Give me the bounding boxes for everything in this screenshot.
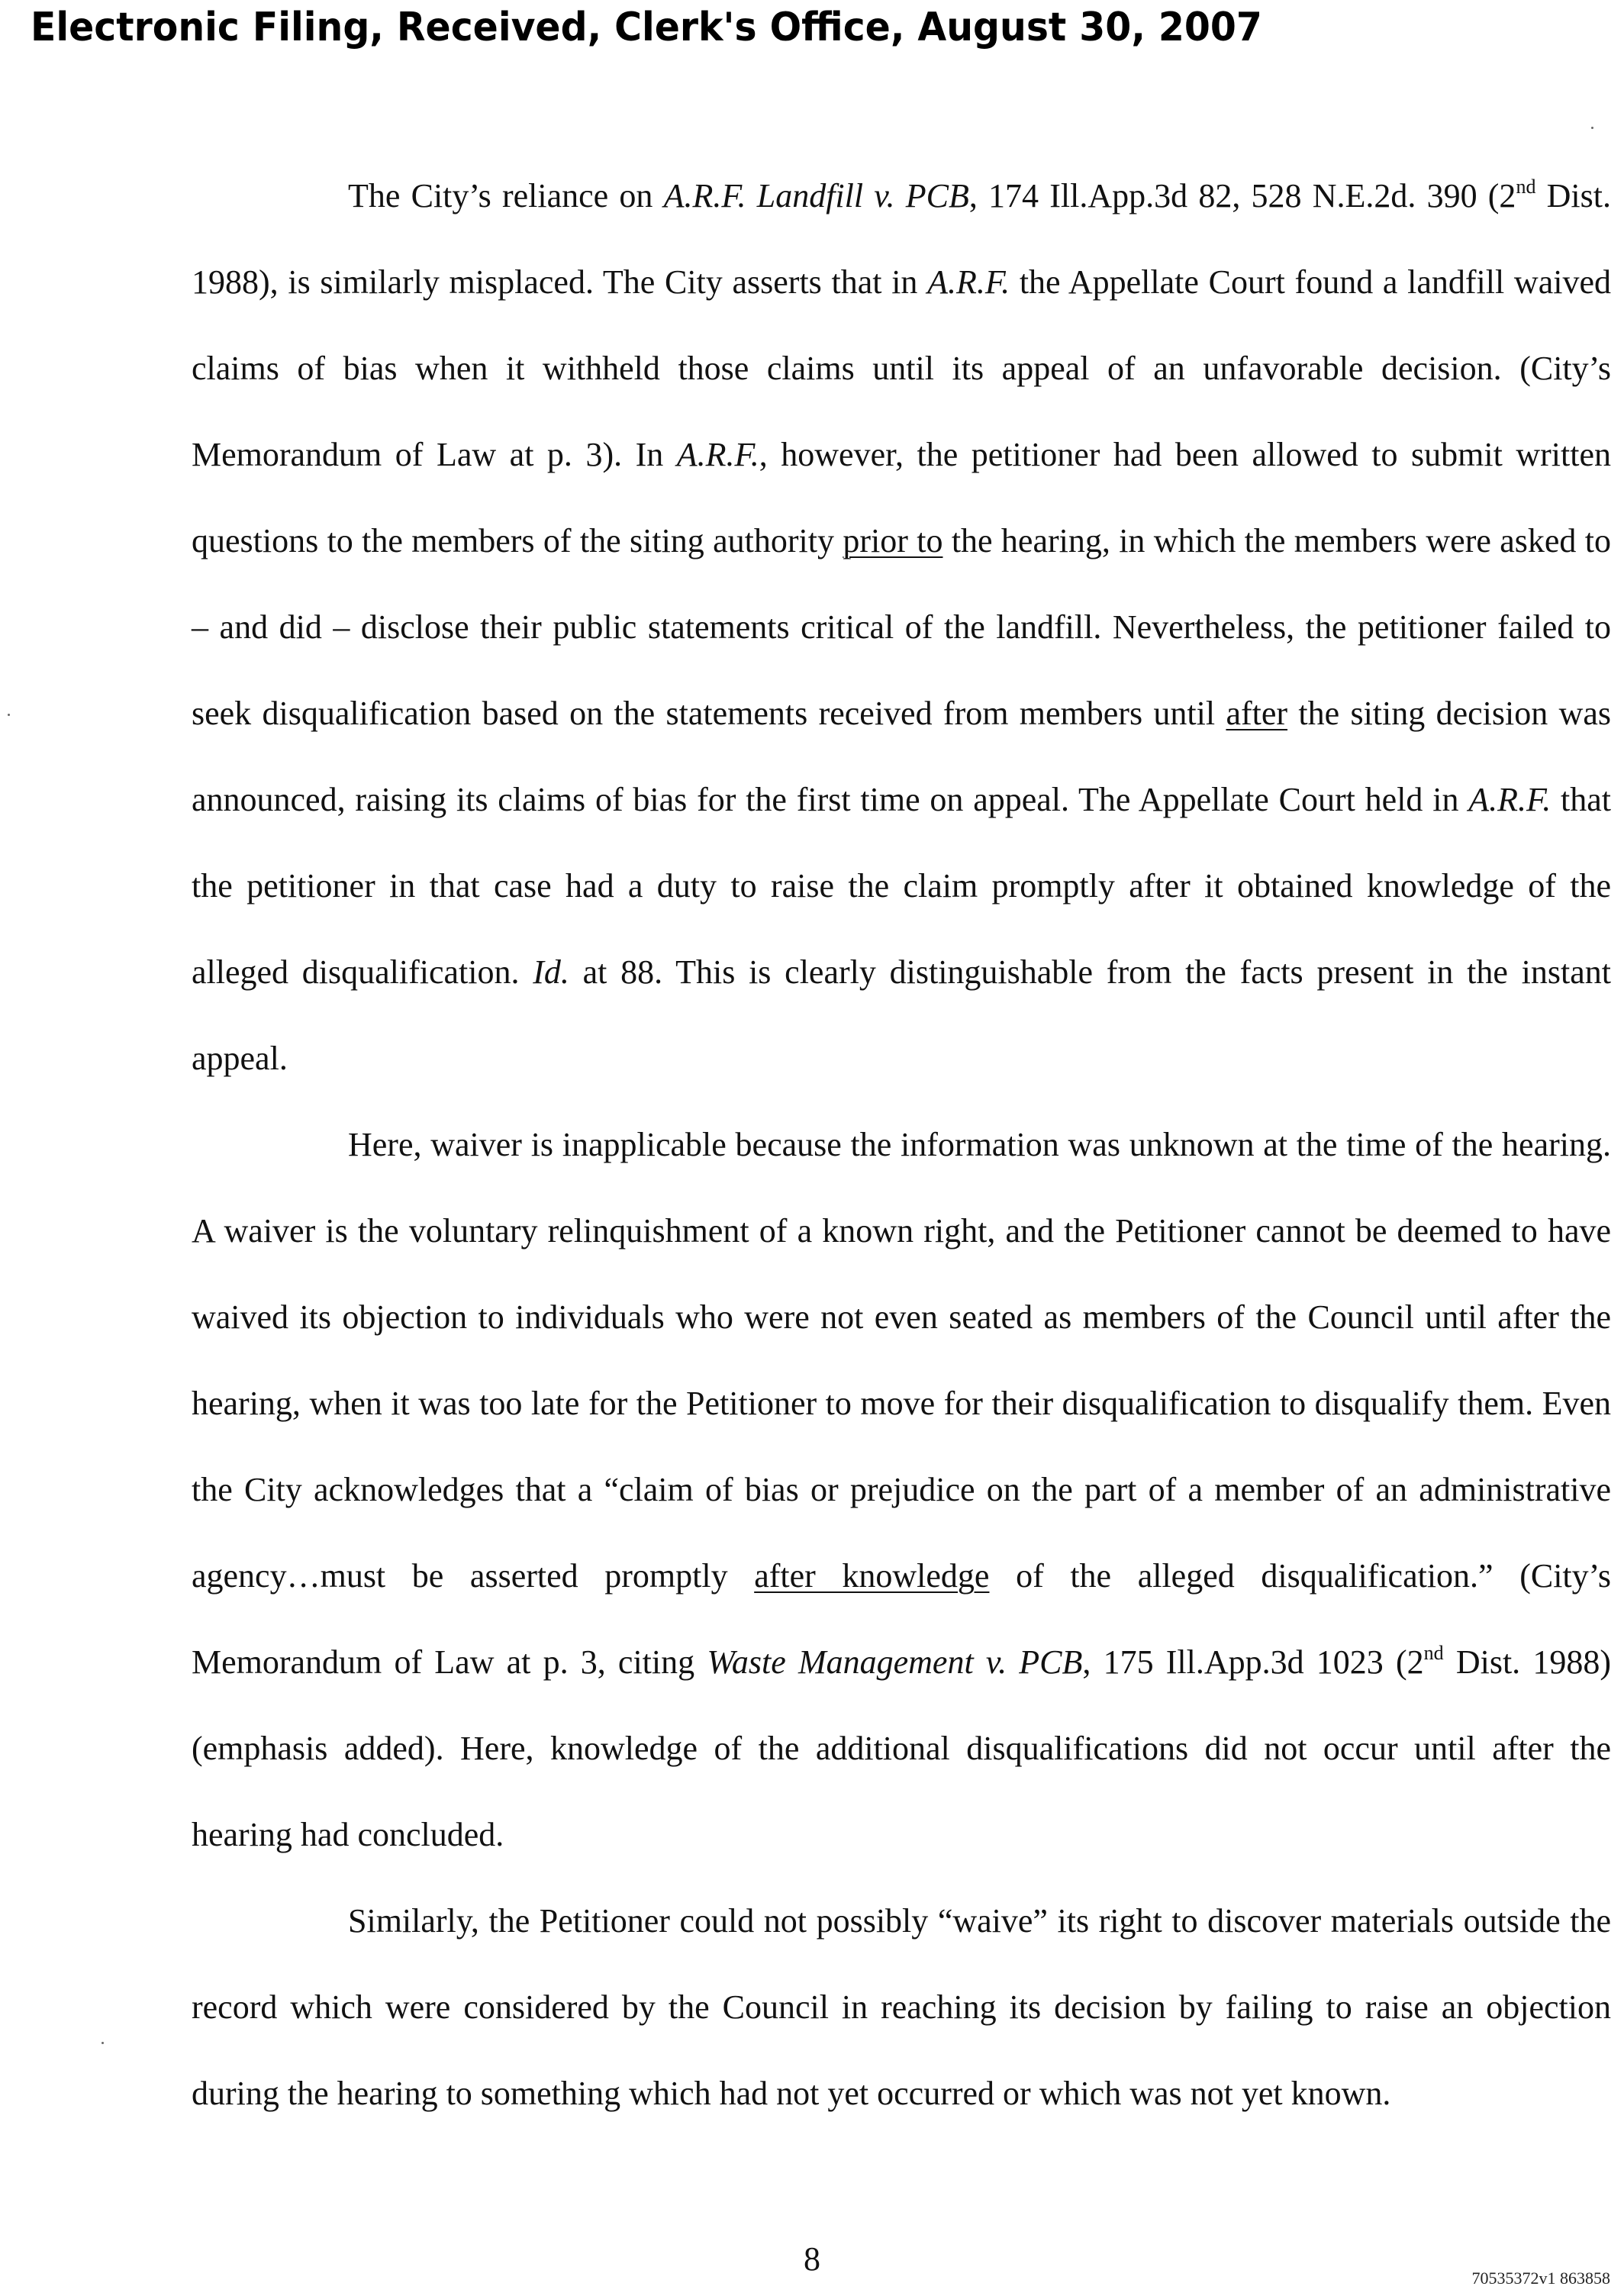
underlined-emphasis: after: [1226, 695, 1288, 732]
text-run: Here, waiver is inapplicable because the information was unknown at the time of the hearing. A waiver is the voluntary relinquishment of a known right, and the Petitioner cannot be deemed to have waived its objection to individuals who were not even seated as members of the Council until after the hearing, when it was too late for the Petitioner to move for their disqualification to disqualify them. Even the City acknowledges that a “claim of bias or prejudice on the part of a member of an administrative agency…must be asserted promptly: [192, 1126, 1611, 1595]
superscript-ordinal: nd: [1516, 176, 1536, 198]
text-run: Dist. 1988), is similarly misplaced. The City asserts that in: [192, 177, 1611, 301]
underlined-emphasis: after knowledge: [754, 1557, 990, 1595]
superscript-ordinal: nd: [1423, 1642, 1444, 1664]
document-id: 70535372v1 863858: [1471, 2269, 1610, 2288]
italic-citation: A.R.F. Landfill v. PCB: [663, 177, 969, 214]
paragraph-waiver-inapplicable: [192, 1101, 1611, 1878]
text-run: , 175 Ill.App.3d 1023 (2: [1082, 1643, 1424, 1681]
paragraph-arf-landfill: [192, 153, 1611, 1101]
italic-citation: Waste Management v. PCB: [707, 1643, 1083, 1681]
italic-citation: A.R.F.: [1468, 781, 1552, 818]
text-run: that the petitioner in that case had a duty to raise the claim promptly after it obtained knowledge of the alleged disqualification.: [192, 781, 1611, 991]
filing-stamp-header: Electronic Filing, Received, Clerk's Office, August 30, 2007: [31, 5, 1262, 50]
italic-citation: A.R.F.: [676, 436, 759, 473]
scan-speck: [1591, 127, 1593, 129]
text-run: the hearing, in which the members were asked to – and did – disclose their public statements critical of the landfill. Nevertheless, the petitioner failed to seek disqualification based on the statements received from members until: [192, 522, 1611, 732]
text-run: at 88. This is clearly distinguishable from the facts present in the instant appeal.: [192, 953, 1611, 1077]
text-run: Dist. 1988)(emphasis added). Here, knowledge of the additional disqualifications did not occur until after the hearing had concluded.: [192, 1643, 1611, 1853]
scan-speck: [102, 2042, 104, 2044]
underlined-emphasis: prior to: [843, 522, 943, 559]
text-run: Similarly, the Petitioner could not possibly “waive” its right to discover materials outside the record which were considered by the Council in reaching its decision by failing to raise an objection during the hearing to something which had not yet occurred or which was not yet known.: [192, 1902, 1611, 2112]
document-body: [192, 153, 1611, 2136]
italic-citation: A.R.F.: [927, 263, 1010, 301]
paragraph-discover-materials: [192, 1878, 1611, 2136]
page-number: 8: [804, 2240, 820, 2278]
text-run: , however, the petitioner had been allowed to submit written questions to the members of the siting authority: [192, 436, 1611, 559]
text-run: The City’s reliance on: [348, 177, 664, 214]
text-run: , 174 Ill.App.3d 82, 528 N.E.2d. 390 (2: [968, 177, 1516, 214]
text-run: of the alleged disqualification.” (City’s Memorandum of Law at p. 3, citing: [192, 1557, 1611, 1681]
text-run: the siting decision was announced, raising its claims of bias for the first time on appeal. The Appellate Court held in: [192, 695, 1611, 818]
scan-speck: [8, 714, 10, 716]
text-run: the Appellate Court found a landfill waived claims of bias when it withheld those claims until its appeal of an unfavorable decision. (City’s Memorandum of Law at p. 3). In: [192, 263, 1611, 473]
italic-citation: Id.: [533, 953, 569, 991]
